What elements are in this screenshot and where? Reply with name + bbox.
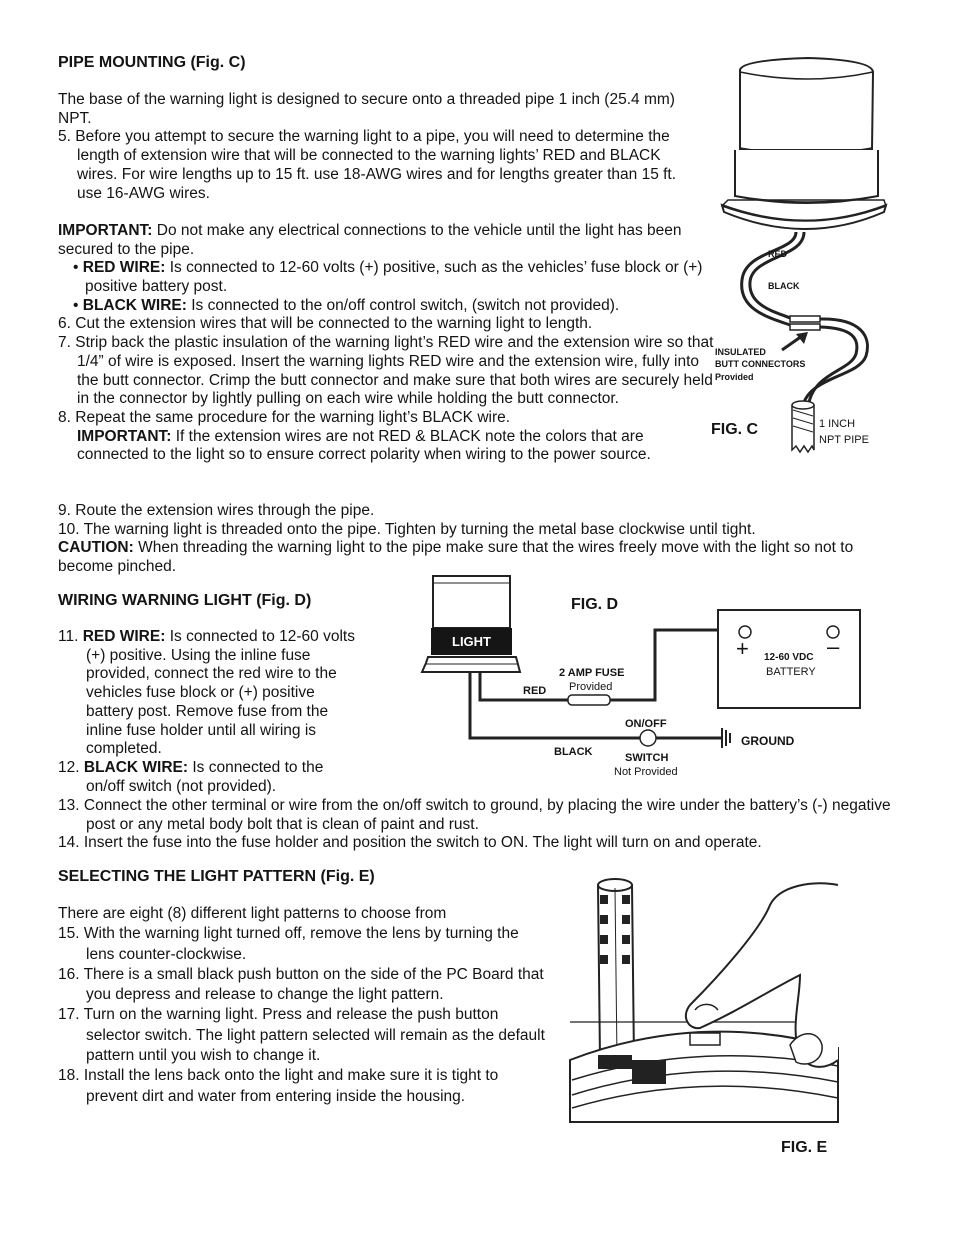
step-7: 7. Strip back the plastic insulation of the warning light’s RED wire and the extension wire so that 1/4” of wire is exposed. Insert the warning lights RED wire and the extension wire, fully into the butt connector. Crimp the butt connector and make sure that both wires are securely held in the connector by lightly pulling on each wire while holding the butt connector. [58,334,714,408]
step-5: 5. Before you attempt to secure the warning light to a pipe, you will need to determine the length of extension wire that will be connected to the warning lights’ RED and BLACK wires. For wire lengths up to 15 ft. use 18-AWG wires and for lengths greater than 15 ft. use 16-AWG wires. [58,128,677,202]
fig-c-black-label: BLACK [768,281,800,291]
fig-c-red-label: RED [768,249,788,259]
fig-d-red-label: RED [523,685,547,697]
pipe-intro: The base of the warning light is designed to secure onto a threaded pipe 1 inch (25.4 mm) NPT. [58,91,675,127]
red-wire-bullet: • RED WIRE: Is connected to 12-60 volts (+) positive, such as the vehicles’ fuse block or (+) positive battery post. [73,259,703,296]
fig-d-battery-label: BATTERY [766,666,816,678]
fig-d-fuse-provided: Provided [569,681,613,693]
step-12: 12. BLACK WIRE: Is connected to the on/off switch (not provided). [58,758,324,795]
fig-d-onoff-label: ON/OFF [625,718,667,730]
wiring-heading: WIRING WARNING LIGHT (Fig. D) [58,592,312,609]
step-13: 13. Connect the other terminal or wire from the on/off switch to ground, by placing the wire under the battery’s (-) negative post or any metal body bolt that is clean of paint and rust. [58,797,891,833]
fig-c-caption: FIG. C [711,421,759,438]
pattern-heading: SELECTING THE LIGHT PATTERN (Fig. E) [58,868,375,885]
fig-c-npt-label: NPT PIPE [819,434,869,446]
fig-d-voltage-label: 12-60 VDC [764,652,814,663]
fig-d-plus-sign: + [736,636,749,661]
fig-d-switch-label: SWITCH [625,752,669,764]
caution-note: CAUTION: When threading the warning light to the pipe make sure that the wires freely move with the light so not to become pinched. [58,539,854,576]
step-15: 15. With the warning light turned off, remove the lens by turning the lens counter-clockwise. [58,925,519,963]
fig-d-caption: FIG. D [571,596,619,613]
fig-c-provided-label: Provided [715,372,754,382]
fig-d-ground-label: GROUND [741,734,795,748]
pipe-mounting-heading: PIPE MOUNTING (Fig. C) [58,54,246,71]
fig-d-minus-sign: – [827,634,840,659]
fig-d-not-provided: Not Provided [614,766,678,778]
fig-d-fuse-label: 2 AMP FUSE [559,667,625,679]
step-9: 9. Route the extension wires through the pipe. [58,502,375,519]
fig-e-caption: FIG. E [781,1139,828,1156]
step-8-important: IMPORTANT: If the extension wires are not RED & BLACK note the colors that are connected to the light so to ensure correct polarity when wiring to the power source. [77,427,651,464]
fig-d-light-label: LIGHT [452,634,491,649]
step-16: 16. There is a small black push button on the side of the PC Board that you depress and release to change the light pattern. [58,965,544,1004]
step-6: 6. Cut the extension wires that will be connected to the warning light to length. [58,315,593,333]
fig-d-black-label: BLACK [554,746,593,758]
pattern-intro: There are eight (8) different light patterns to choose from [58,905,447,922]
fig-c-1inch-label: 1 INCH [819,418,856,430]
black-wire-bullet: • BLACK WIRE: Is connected to the on/off control switch, (switch not provided). [73,296,620,314]
step-14: 14. Insert the fuse into the fuse holder and position the switch to ON. The light will turn on and operate. [58,834,762,852]
step-17: 17. Turn on the warning light. Press and release the push button selector switch. The light pattern selected will remain as the default pattern until you wish to change it. [58,1006,545,1065]
step-8: 8. Repeat the same procedure for the warning light’s BLACK wire. [58,408,511,426]
step-10: 10. The warning light is threaded onto the pipe. Tighten by turning the metal base clockwise until tight. [58,520,756,538]
important-note: IMPORTANT: Do not make any electrical connections to the vehicle until the light has been secured to the pipe. [58,221,682,258]
step-18: 18. Install the lens back onto the light and make sure it is tight to prevent dirt and water from entering inside the housing. [58,1067,499,1105]
step-11: 11. RED WIRE: Is connected to 12-60 volts (+) positive. Using the inline fuse provided, connect the red wire to the vehicles fuse block or (+) positive battery post. Remove fuse from the inline fuse holder until all wiring is completed. [58,628,355,758]
fig-c-butt-label: BUTT CONNECTORS [715,359,806,369]
fig-c-insulated-label: INSULATED [715,347,766,357]
